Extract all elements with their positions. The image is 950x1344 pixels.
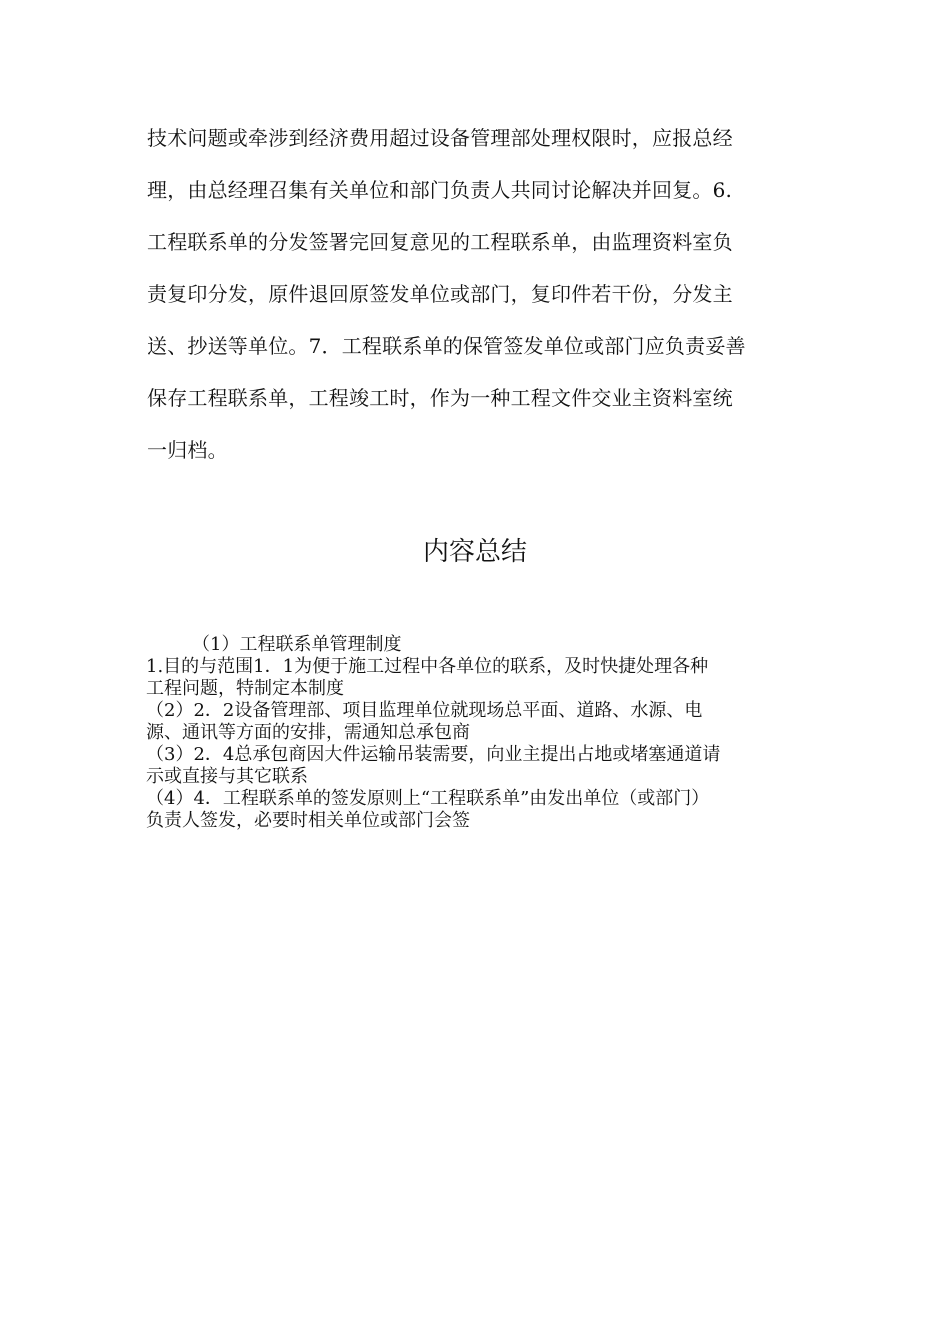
summary-list [146, 634, 811, 832]
body-line: 技术问题或牵涉到经济费用超过设备管理部处理权限时，应报总经 [147, 126, 733, 150]
summary-line: （2）2．2设备管理部、项目监理单位就现场总平面、道路、水源、电 [146, 700, 703, 721]
summary-line: 源、通讯等方面的安排，需通知总承包商 [146, 722, 470, 743]
summary-line: 工程问题，特制定本制度 [146, 678, 344, 699]
summary-heading: 内容总结 [422, 537, 527, 567]
summary-line: 1.目的与范围1．1为便于施工过程中各单位的联系，及时快捷处理各种 [146, 656, 709, 677]
summary-item-heading: （1）工程联系单管理制度 [192, 634, 402, 655]
body-line: 一归档。 [147, 438, 228, 462]
summary-line: 示或直接与其它联系 [146, 766, 308, 787]
body-line: 送、抄送等单位。7．工程联系单的保管签发单位或部门应负责妥善 [147, 334, 746, 358]
summary-line: （4）4．工程联系单的签发原则上“工程联系单”由发出单位（或部门） [146, 788, 710, 809]
body-paragraph [147, 112, 807, 476]
body-line: 保存工程联系单，工程竣工时，作为一种工程文件交业主资料室统 [147, 386, 733, 410]
body-line: 工程联系单的分发签署完回复意见的工程联系单，由监理资料室负 [147, 230, 733, 254]
body-line: 责复印分发，原件退回原签发单位或部门，复印件若干份，分发主 [147, 282, 733, 306]
summary-line: （3）2．4总承包商因大件运输吊装需要，向业主提出占地或堵塞通道请 [146, 744, 721, 765]
body-line: 理，由总经理召集有关单位和部门负责人共同讨论解决并回复。6. [147, 178, 733, 202]
summary-line: 负责人签发，必要时相关单位或部门会签 [146, 810, 470, 831]
